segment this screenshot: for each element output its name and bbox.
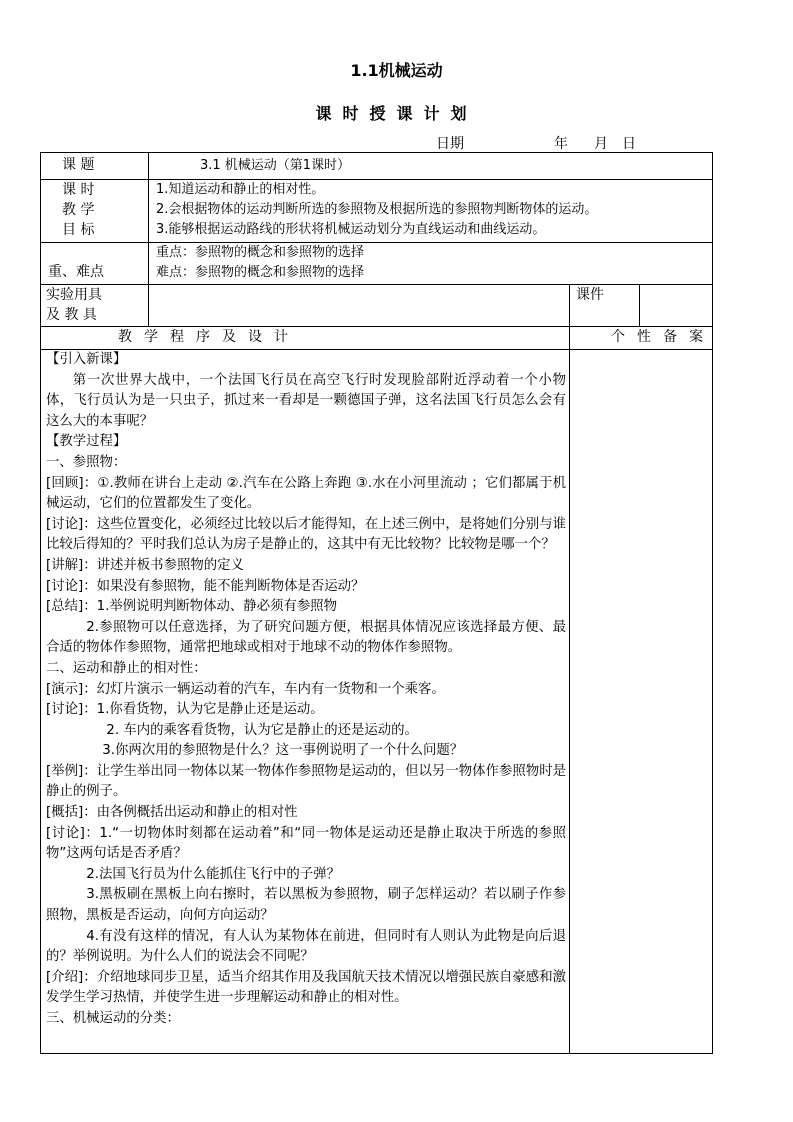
paragraph: [讲解]：讲述并板书参照物的定义 [46,557,244,573]
paragraph: [总结]：1.举例说明判断物体动、静必须有参照物 [46,599,338,615]
plan-subtitle: 课时授课计划 [315,104,478,123]
date-line [436,133,636,153]
page-title: 1.1机械运动 [350,61,443,80]
day-label: 日 [622,136,636,152]
paragraph: [讨论]：1.“一切物体时刻都在运动着”和“同一物体是运动还是静止取决于所选的参照物”这两句话是否矛盾？ [46,825,566,862]
goals-label-1: 课 时 [62,182,95,198]
paragraph: 3.你两次用的参照物是什么？这一事例说明了一个什么问题？ [102,743,464,759]
paragraph: 4.有没有这样的情况，有人认为某物体在前进，但同时有人则认为此物是向后退的？举例说明。为什么人们的说法会不同呢？ [46,928,566,965]
goal-item: 3.能够根据运动路线的形状将机械运动划分为直线运动和曲线运动。 [156,222,546,237]
section-heading: 三、机械运动的分类： [46,1011,180,1026]
paragraph: 第一次世界大战中，一个法国飞行员在高空飞行时发现脸部附近浮动着一个小物体，飞行员认为是一只虫子，抓过来一看却是一颗德国子弹，这名法国飞行员怎么会有这么大的本事呢？ [46,372,566,429]
procedure-content [46,350,566,1030]
goal-item: 1.知道运动和静止的相对性。 [156,182,325,197]
difficult-point: 难点：参照物的概念和参照物的选择 [156,265,365,280]
goal-item: 2.会根据物体的运动判断所选的参照物及根据所选的参照物判断物体的运动。 [156,202,598,217]
paragraph: [讨论]：这些位置变化，必须经过比较以后才能得知，在上述三例中，是将她们分别与谁比较后得知的？平时我们总认为房子是静止的，这其中有无比较物？比较物是哪一个？ [46,516,566,553]
paragraph: [举例]：让学生举出同一物体以某一物体作参照物是运动的，但以另一物体作参照物时是静止的例子。 [46,763,566,800]
lesson-plan-table [40,152,713,1054]
goals-label-3: 目 标 [62,222,95,238]
topic-value: 3.1 机械运动（第1课时） [200,158,351,173]
equipment-label-1: 实验用具 [46,287,102,303]
paragraph: 2.法国飞行员为什么能抓住飞行中的子弹？ [86,866,340,882]
section-heading: 【引入新课】 [46,352,127,367]
paragraph: 2. 车内的乘客看货物，认为它是静止的还是运动的。 [106,722,418,738]
paragraph: 2.参照物可以任意选择，为了研究问题方便，根据具体情况应该选择最方便、最合适的物体作参照物，通常把地球或相对于地球不动的物体作参照物。 [46,619,566,656]
paragraph: [演示]：幻灯片演示一辆运动着的汽车，车内有一货物和一个乘客。 [46,681,445,697]
paragraph: [概括]：由各例概括出运动和静止的相对性 [46,805,298,821]
paragraph: [介绍]：介绍地球同步卫星，适当介绍其作用及我国航天技术情况以增强民族自豪感和激发学生学习热情，并使学生进一步理解运动和静止的相对性。 [46,969,566,1006]
year-label: 年 [554,136,568,152]
paragraph: [讨论]：如果没有参照物，能不能判断物体是否运动？ [46,578,365,594]
month-label: 月 [594,136,608,152]
equipment-label-2: 及 教 具 [46,307,97,323]
notes-header: 个性备案 [611,329,715,345]
paragraph: [回顾]：①.教师在讲台上走动 ②.汽车在公路上奔跑 ③.水在小河里流动 ；它们都属于机械运动，它们的位置都发生了变化。 [46,475,566,512]
date-label: 日期 [436,136,464,152]
section-heading: 二、运动和静止的相对性： [46,660,207,676]
key-point: 重点：参照物的概念和参照物的选择 [156,245,365,260]
topic-label: 课 题 [62,157,95,173]
key-points-label: 重、难点 [48,264,104,280]
procedure-header: 教学程序及设计 [118,329,300,345]
courseware-label: 课件 [576,287,604,303]
goals-label-2: 教 学 [62,202,95,218]
section-heading: 一、参照物： [46,454,127,470]
paragraph: 3.黑板刷在黑板上向右擦时，若以黑板为参照物，刷子怎样运动？若以刷子作参照物，黑板是否运动，向何方向运动？ [46,887,566,924]
section-heading: 【教学过程】 [46,434,127,450]
paragraph: [讨论]：1.你看货物，认为它是静止还是运动。 [46,702,324,718]
